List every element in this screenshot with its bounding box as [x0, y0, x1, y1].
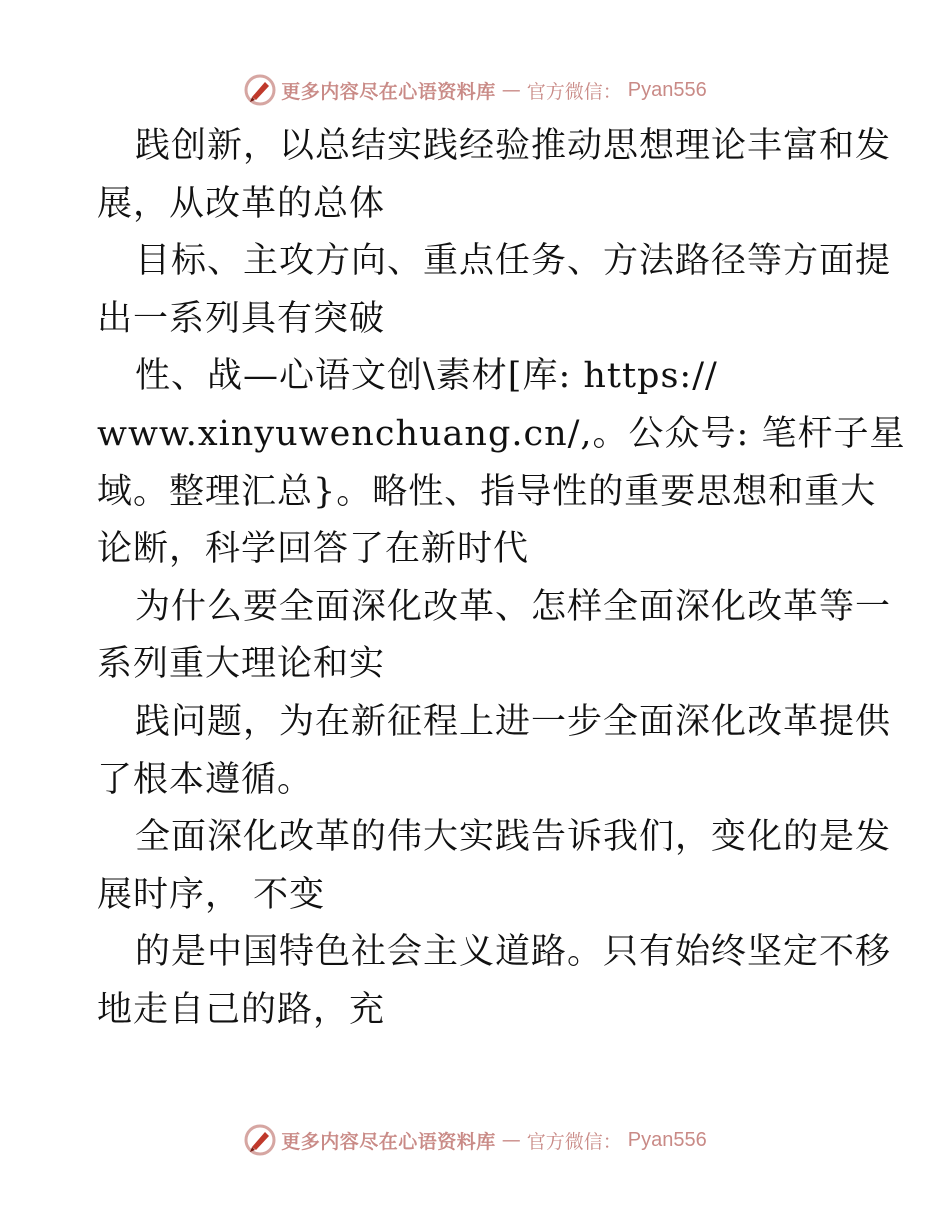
body-line-7: 域。整理汇总}。略性、指导性的重要思想和重大 [97, 471, 877, 512]
body-line-5: 性、战—心语文创\素材[库: https:// [135, 356, 718, 397]
header-site-text: 更多内容尽在心语资料库 [281, 80, 496, 103]
footer-wechat-id: Pyan556 [627, 1128, 707, 1151]
footer-banner [0, 1120, 950, 1160]
body-line-6: www.xinyuwenchuang.cn/,。公众号: 笔杆子星 [97, 413, 906, 454]
logo-icon [243, 1123, 277, 1157]
body-line-9: 为什么要全面深化改革、怎样全面深化改革等一 [135, 586, 892, 627]
footer-dash: — [501, 1129, 521, 1151]
header-wechat-id: Pyan556 [627, 78, 707, 101]
body-line-10: 系列重大理论和实 [97, 644, 386, 685]
footer-label: 官方微信： [526, 1130, 622, 1153]
body-line-1: 践创新，以总结实践经验推动思想理论丰富和发 [135, 126, 892, 166]
body-line-8: 论断，科学回答了在新时代 [97, 529, 530, 570]
body-line-14: 展时序， 不变 [97, 874, 326, 915]
body-line-16: 地走自己的路，充 [97, 989, 386, 1030]
body-line-3: 目标、主攻方向、重点任务、方法路径等方面提 [135, 241, 892, 282]
logo-icon [243, 73, 277, 107]
body-line-2: 展，从改革的总体 [97, 183, 386, 224]
body-line-15: 的是中国特色社会主义道路。只有始终坚定不移 [135, 932, 892, 973]
body-line-4: 出一系列具有突破 [97, 298, 386, 339]
header-label: 官方微信： [526, 80, 622, 103]
header-dash: — [501, 79, 521, 101]
header-banner [0, 70, 950, 110]
body-line-13: 全面深化改革的伟大实践告诉我们，变化的是发 [135, 817, 892, 858]
document-body [97, 118, 906, 1040]
body-line-12: 了根本遵循。 [97, 759, 314, 800]
body-line-11: 践问题，为在新征程上进一步全面深化改革提供 [135, 701, 892, 742]
footer-site-text: 更多内容尽在心语资料库 [281, 1130, 496, 1153]
